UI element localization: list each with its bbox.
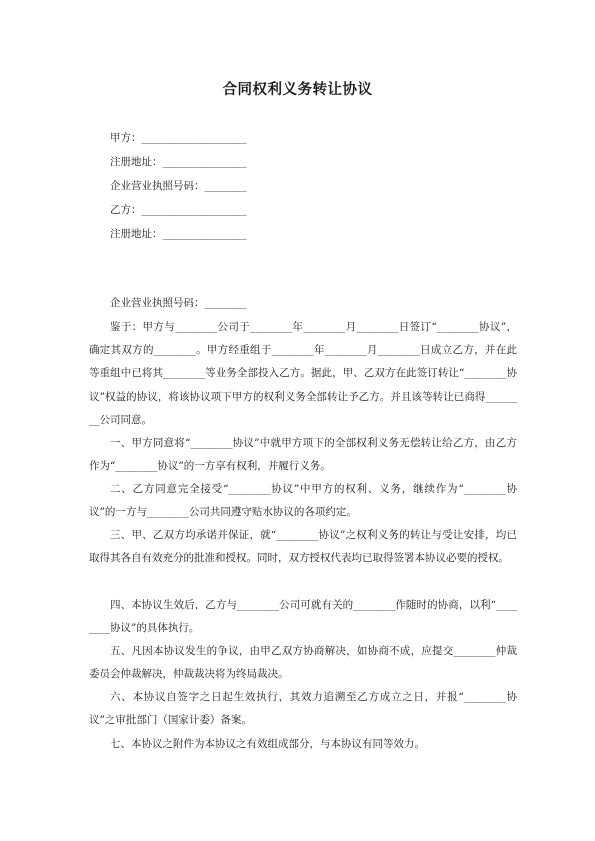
party-a-field: 甲方：____________________ — [110, 132, 247, 144]
clause-6: 六、本协议自签字之日起生效执行，其效力追溯至乙方成立之日，并报“________协议”之审批部门（国家计委）备案。 — [89, 691, 517, 727]
clause-1: 一、甲方同意将“________协议”中就甲方项下的全部权利义务无偿转让给乙方，由乙方作为“________协议”的一方享有权利，并履行义务。 — [89, 437, 517, 473]
party-b-field: 乙方：____________________ — [110, 204, 247, 216]
party-a-address-field: 注册地址：________________ — [110, 156, 247, 168]
party-a-license-field: 企业营业执照号码：________ — [110, 180, 247, 192]
clause-3: 三、甲、乙双方均承诺并保证，就“________协议”之权利义务的转让与受让安排，均已取得其各自有效充分的批准和授权。同时，双方授权代表均已取得签署本协议必要的授权。 — [89, 529, 517, 565]
party-b-address-field: 注册地址：________________ — [110, 228, 247, 240]
clause-5: 五、凡因本协议发生的争议，由甲乙双方协商解决，如协商不成，应提交________仲裁委员会仲裁解决，仲裁裁决将为终局裁决。 — [89, 645, 517, 681]
clause-4: 四、本协议生效后，乙方与________公司可就有关的________作随时的协商，以利“________协议”的具体执行。 — [89, 599, 517, 635]
party-b-license-field: 企业营业执照号码：________ — [110, 297, 247, 309]
document-title: 合同权利义务转让协议 — [222, 82, 373, 98]
clause-2: 二、乙方同意完全接受“________协议”中甲方的权利、义务，继续作为“________协议”的一方与________公司共同遵守贴水协议的各项约定。 — [89, 483, 517, 519]
preamble-paragraph: 鉴于：甲方与________公司于________年________月________日签订“________协议”，确定其双方的________。甲方经重组于________年________月________日成立乙方，并在此等重组中已将其________等业务全部投入乙方。据此，甲、乙双方在此签订转让“________协议”权益的协议，将该协议项下甲方的权利义务全部转让予乙方。并且该等转让已商得________公司同意。 — [89, 321, 517, 426]
clause-7: 七、本协议之附件为本协议之有效组成部分，与本协议有同等效力。 — [110, 738, 425, 750]
